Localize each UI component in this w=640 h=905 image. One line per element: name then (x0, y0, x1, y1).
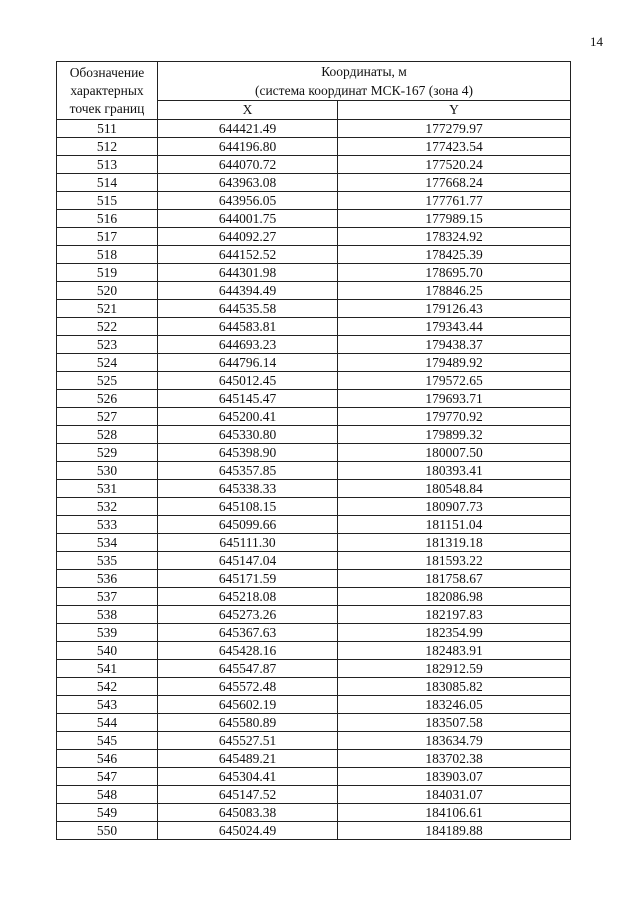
y-coordinate-cell: 177423.54 (338, 138, 571, 156)
y-coordinate-cell: 179899.32 (338, 426, 571, 444)
y-coordinate-cell: 180393.41 (338, 462, 571, 480)
y-coordinate-cell: 181593.22 (338, 552, 571, 570)
y-coordinate-cell: 177520.24 (338, 156, 571, 174)
y-coordinate-cell: 184106.61 (338, 804, 571, 822)
point-id-cell: 538 (57, 606, 158, 624)
x-coordinate-cell: 643963.08 (158, 174, 338, 192)
y-coordinate-cell: 177989.15 (338, 210, 571, 228)
x-coordinate-cell: 644092.27 (158, 228, 338, 246)
point-id-cell: 544 (57, 714, 158, 732)
y-coordinate-cell: 180548.84 (338, 480, 571, 498)
y-coordinate-cell: 183085.82 (338, 678, 571, 696)
y-coordinate-cell: 183246.05 (338, 696, 571, 714)
point-id-cell: 526 (57, 390, 158, 408)
x-coordinate-cell: 645357.85 (158, 462, 338, 480)
x-coordinate-cell: 645200.41 (158, 408, 338, 426)
table-row (57, 660, 571, 678)
point-id-cell: 548 (57, 786, 158, 804)
table-row (57, 768, 571, 786)
x-coordinate-cell: 645171.59 (158, 570, 338, 588)
header-points-line-2: характерных (70, 82, 144, 98)
point-id-cell: 528 (57, 426, 158, 444)
x-coordinate-cell: 645304.41 (158, 768, 338, 786)
table-row (57, 822, 571, 840)
x-coordinate-cell: 645218.08 (158, 588, 338, 606)
table-row (57, 264, 571, 282)
table-row (57, 552, 571, 570)
point-id-cell: 515 (57, 192, 158, 210)
x-coordinate-cell: 645083.38 (158, 804, 338, 822)
table-row (57, 192, 571, 210)
y-coordinate-cell: 179572.65 (338, 372, 571, 390)
table-row (57, 408, 571, 426)
table-row (57, 516, 571, 534)
x-coordinate-cell: 645367.63 (158, 624, 338, 642)
y-coordinate-cell: 182912.59 (338, 660, 571, 678)
x-coordinate-cell: 645111.30 (158, 534, 338, 552)
table-row (57, 786, 571, 804)
table-row (57, 174, 571, 192)
table-row (57, 750, 571, 768)
x-coordinate-cell: 644070.72 (158, 156, 338, 174)
table-row (57, 606, 571, 624)
x-coordinate-cell: 644796.14 (158, 354, 338, 372)
table-row (57, 624, 571, 642)
header-boundary-points (57, 62, 158, 120)
x-coordinate-cell: 645572.48 (158, 678, 338, 696)
y-coordinate-cell: 182483.91 (338, 642, 571, 660)
coordinates-table (56, 61, 571, 840)
y-coordinate-cell: 181319.18 (338, 534, 571, 552)
point-id-cell: 525 (57, 372, 158, 390)
table-row (57, 678, 571, 696)
x-coordinate-cell: 644196.80 (158, 138, 338, 156)
point-id-cell: 541 (57, 660, 158, 678)
y-coordinate-cell: 180907.73 (338, 498, 571, 516)
x-coordinate-cell: 645147.52 (158, 786, 338, 804)
x-coordinate-cell: 645338.33 (158, 480, 338, 498)
point-id-cell: 522 (57, 318, 158, 336)
x-coordinate-cell: 645024.49 (158, 822, 338, 840)
table-row (57, 444, 571, 462)
point-id-cell: 521 (57, 300, 158, 318)
y-coordinate-cell: 179438.37 (338, 336, 571, 354)
y-coordinate-cell: 177761.77 (338, 192, 571, 210)
point-id-cell: 536 (57, 570, 158, 588)
table-row (57, 336, 571, 354)
x-coordinate-cell: 645428.16 (158, 642, 338, 660)
y-coordinate-cell: 178695.70 (338, 264, 571, 282)
header-coordinates-title: Координаты, м (321, 64, 407, 79)
x-coordinate-cell: 645489.21 (158, 750, 338, 768)
point-id-cell: 512 (57, 138, 158, 156)
point-id-cell: 530 (57, 462, 158, 480)
y-coordinate-cell: 183702.38 (338, 750, 571, 768)
y-coordinate-cell: 181151.04 (338, 516, 571, 534)
header-y: Y (338, 101, 571, 120)
point-id-cell: 533 (57, 516, 158, 534)
point-id-cell: 537 (57, 588, 158, 606)
header-coordinate-system: (система координат МСК-167 (зона 4) (254, 83, 474, 98)
point-id-cell: 550 (57, 822, 158, 840)
table-row (57, 480, 571, 498)
point-id-cell: 534 (57, 534, 158, 552)
y-coordinate-cell: 184031.07 (338, 786, 571, 804)
header-coordinates (158, 62, 571, 101)
x-coordinate-cell: 645330.80 (158, 426, 338, 444)
x-coordinate-cell: 645099.66 (158, 516, 338, 534)
y-coordinate-cell: 179343.44 (338, 318, 571, 336)
point-id-cell: 531 (57, 480, 158, 498)
point-id-cell: 520 (57, 282, 158, 300)
table-row (57, 282, 571, 300)
x-coordinate-cell: 644394.49 (158, 282, 338, 300)
table-row (57, 714, 571, 732)
y-coordinate-cell: 181758.67 (338, 570, 571, 588)
y-coordinate-cell: 178425.39 (338, 246, 571, 264)
x-coordinate-cell: 644583.81 (158, 318, 338, 336)
x-coordinate-cell: 643956.05 (158, 192, 338, 210)
point-id-cell: 540 (57, 642, 158, 660)
table-row (57, 138, 571, 156)
x-coordinate-cell: 644152.52 (158, 246, 338, 264)
y-coordinate-cell: 183903.07 (338, 768, 571, 786)
table-row (57, 498, 571, 516)
x-coordinate-cell: 644301.98 (158, 264, 338, 282)
y-coordinate-cell: 184189.88 (338, 822, 571, 840)
point-id-cell: 543 (57, 696, 158, 714)
x-coordinate-cell: 644693.23 (158, 336, 338, 354)
x-coordinate-cell: 644535.58 (158, 300, 338, 318)
point-id-cell: 542 (57, 678, 158, 696)
point-id-cell: 519 (57, 264, 158, 282)
table-header (57, 62, 571, 120)
y-coordinate-cell: 182354.99 (338, 624, 571, 642)
x-coordinate-cell: 645547.87 (158, 660, 338, 678)
table-row (57, 696, 571, 714)
y-coordinate-cell: 178846.25 (338, 282, 571, 300)
table-row (57, 570, 571, 588)
point-id-cell: 532 (57, 498, 158, 516)
header-points-line-1: Обозначение (69, 64, 145, 80)
x-coordinate-cell: 645602.19 (158, 696, 338, 714)
point-id-cell: 549 (57, 804, 158, 822)
y-coordinate-cell: 178324.92 (338, 228, 571, 246)
table-row (57, 300, 571, 318)
table-row (57, 426, 571, 444)
table-row (57, 318, 571, 336)
table-row (57, 354, 571, 372)
x-coordinate-cell: 645273.26 (158, 606, 338, 624)
table-row (57, 588, 571, 606)
y-coordinate-cell: 182197.83 (338, 606, 571, 624)
table-body (57, 120, 571, 840)
y-coordinate-cell: 182086.98 (338, 588, 571, 606)
table-row (57, 804, 571, 822)
x-coordinate-cell: 645012.45 (158, 372, 338, 390)
x-coordinate-cell: 645108.15 (158, 498, 338, 516)
point-id-cell: 517 (57, 228, 158, 246)
point-id-cell: 547 (57, 768, 158, 786)
page-number: 14 (590, 34, 603, 49)
table-row (57, 372, 571, 390)
y-coordinate-cell: 180007.50 (338, 444, 571, 462)
x-coordinate-cell: 645580.89 (158, 714, 338, 732)
point-id-cell: 546 (57, 750, 158, 768)
point-id-cell: 539 (57, 624, 158, 642)
x-coordinate-cell: 645527.51 (158, 732, 338, 750)
table-row (57, 462, 571, 480)
point-id-cell: 535 (57, 552, 158, 570)
point-id-cell: 527 (57, 408, 158, 426)
point-id-cell: 524 (57, 354, 158, 372)
table-row (57, 210, 571, 228)
table-row (57, 246, 571, 264)
point-id-cell: 545 (57, 732, 158, 750)
table-row (57, 642, 571, 660)
y-coordinate-cell: 177279.97 (338, 120, 571, 138)
y-coordinate-cell: 179126.43 (338, 300, 571, 318)
y-coordinate-cell: 183634.79 (338, 732, 571, 750)
y-coordinate-cell: 179489.92 (338, 354, 571, 372)
table-row (57, 732, 571, 750)
x-coordinate-cell: 645147.04 (158, 552, 338, 570)
point-id-cell: 514 (57, 174, 158, 192)
y-coordinate-cell: 177668.24 (338, 174, 571, 192)
x-coordinate-cell: 644421.49 (158, 120, 338, 138)
table-row (57, 120, 571, 138)
point-id-cell: 516 (57, 210, 158, 228)
y-coordinate-cell: 179693.71 (338, 390, 571, 408)
header-points-line-3: точек границ (69, 100, 145, 116)
table-row (57, 534, 571, 552)
x-coordinate-cell: 645398.90 (158, 444, 338, 462)
table-row (57, 390, 571, 408)
point-id-cell: 523 (57, 336, 158, 354)
table-row (57, 156, 571, 174)
point-id-cell: 511 (57, 120, 158, 138)
x-coordinate-cell: 644001.75 (158, 210, 338, 228)
x-coordinate-cell: 645145.47 (158, 390, 338, 408)
point-id-cell: 513 (57, 156, 158, 174)
point-id-cell: 518 (57, 246, 158, 264)
table-row (57, 228, 571, 246)
point-id-cell: 529 (57, 444, 158, 462)
y-coordinate-cell: 183507.58 (338, 714, 571, 732)
y-coordinate-cell: 179770.92 (338, 408, 571, 426)
header-x: X (158, 101, 338, 120)
